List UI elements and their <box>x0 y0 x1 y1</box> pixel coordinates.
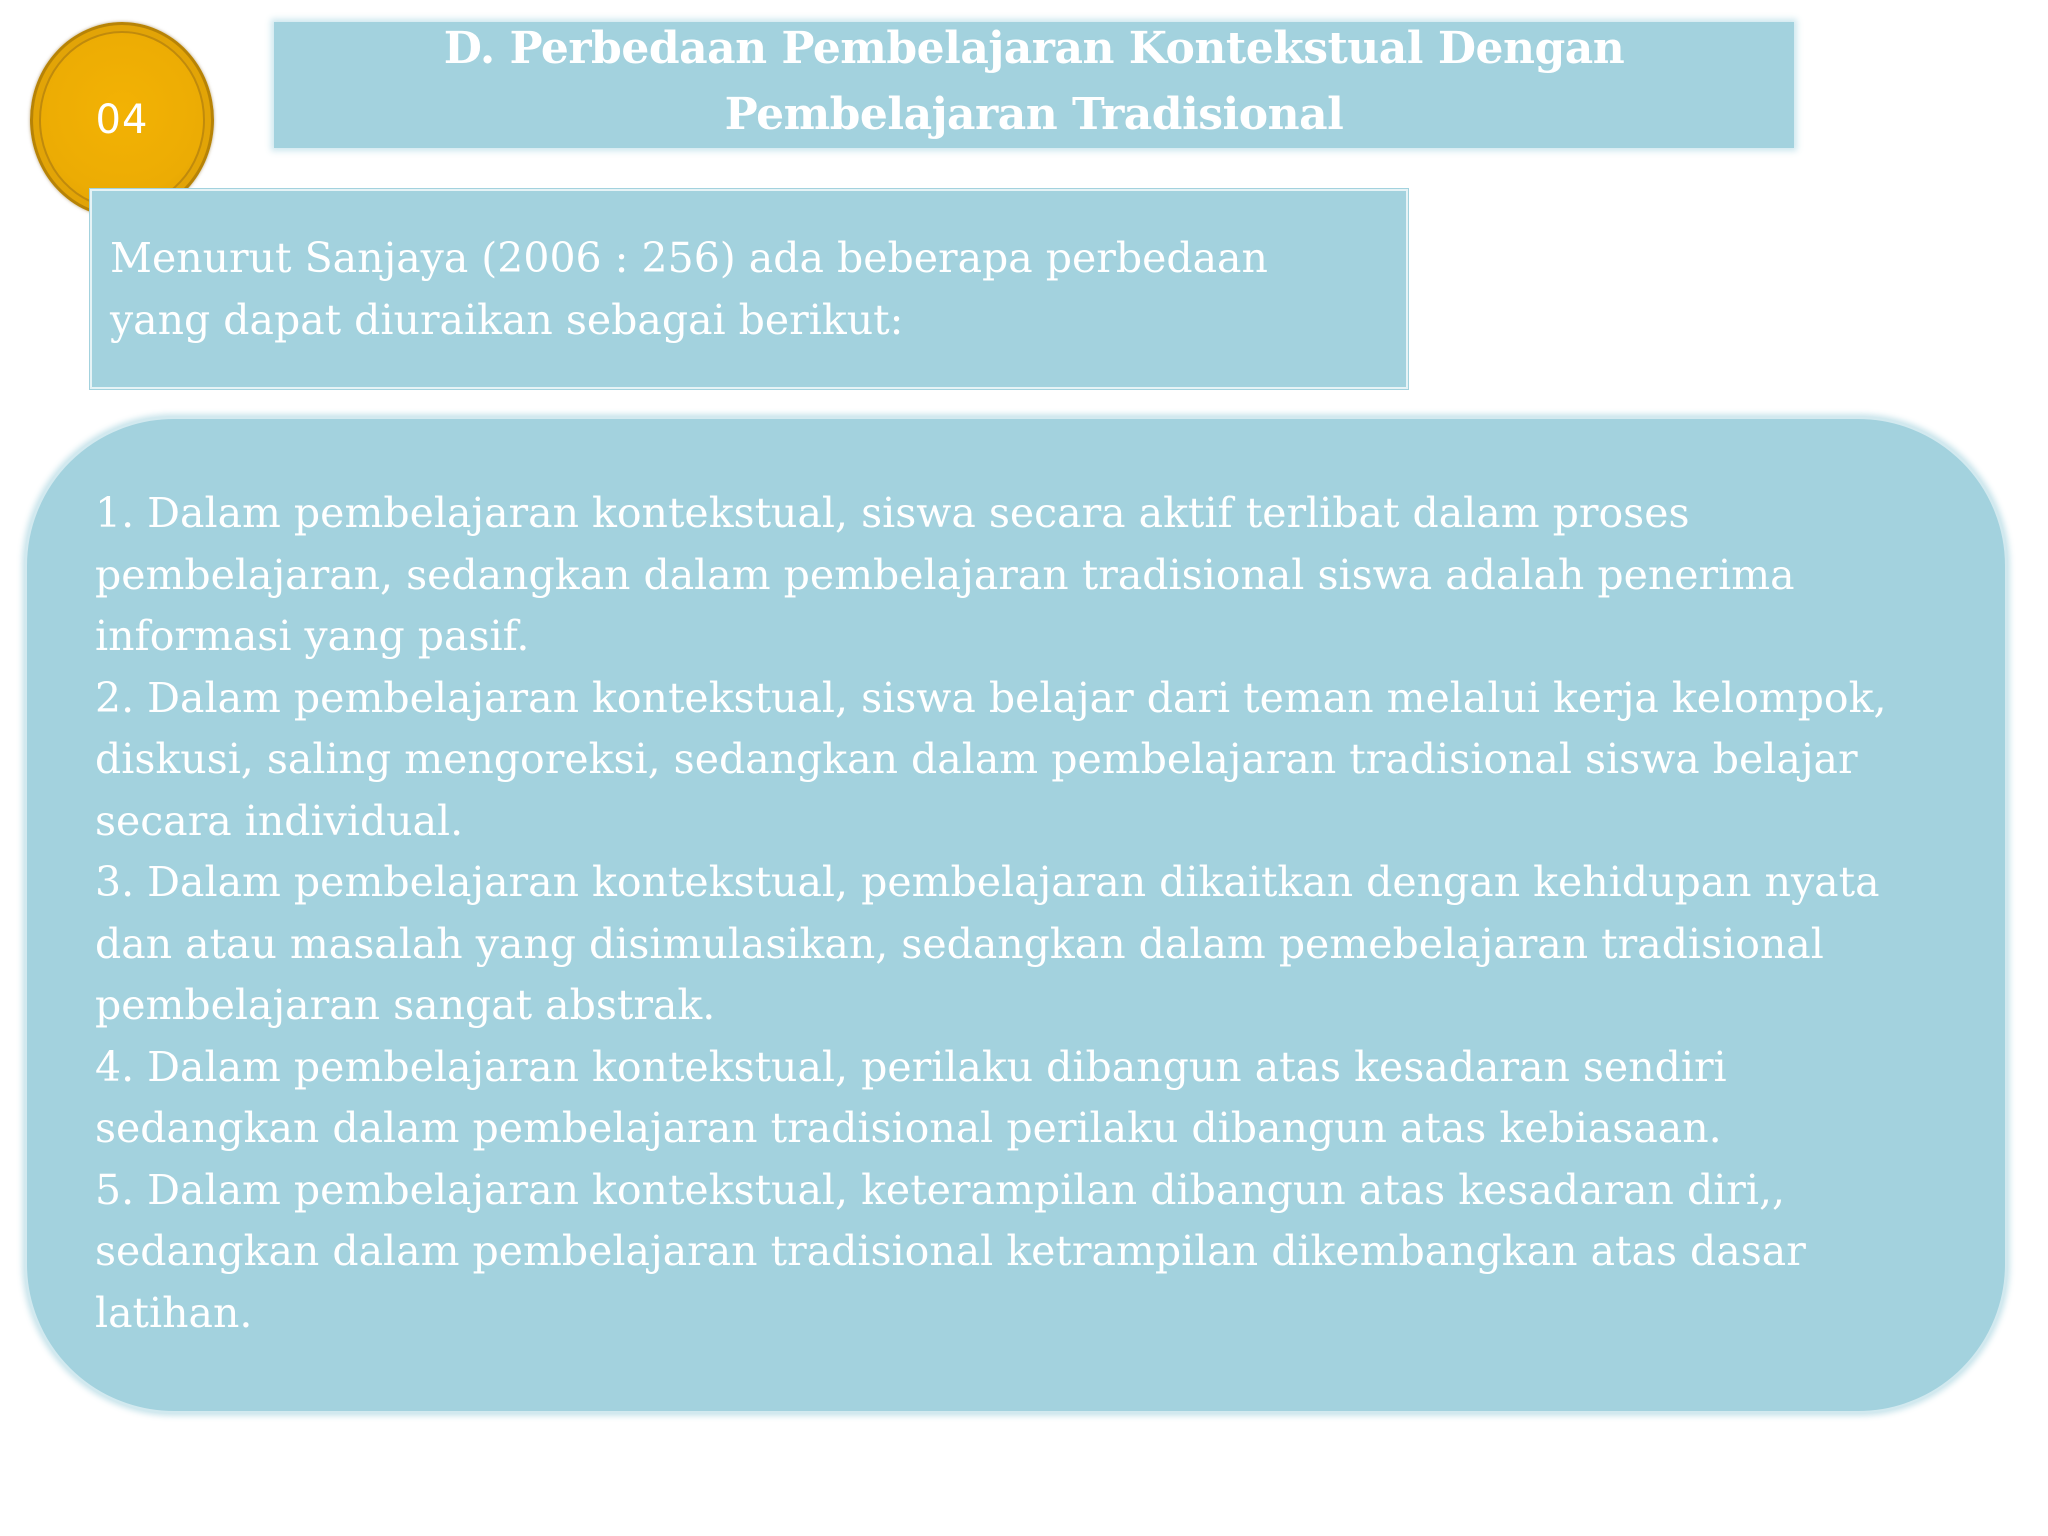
list-item: 1. Dalam pembelajaran kontekstual, siswa secara aktif terlibat dalam proses pembelajaran, sedangkan dalam pembelajaran tradisional siswa adalah penerima informasi yang pasif. <box>95 489 1795 660</box>
list-item: 2. Dalam pembelajaran kontekstual, siswa belajar dari teman melalui kerja kelompok, diskusi, saling mengoreksi, sedangkan dalam pembelajaran tradisional siswa belajar secara individual. <box>95 673 1887 845</box>
badge-number: 04 <box>95 97 149 143</box>
slide-title: D. Perbedaan Pembelajaran Kontekstual Dengan Pembelajaran Tradisional <box>443 23 1625 140</box>
list-item: 3. Dalam pembelajaran kontekstual, pembelajaran dikaitkan dengan kehidupan nyata dan atau masalah yang disimulasikan, sedangkan dalam pemebelajaran tradisional pembelajaran sangat abstrak. <box>95 858 1880 1029</box>
intro-text: Menurut Sanjaya (2006 : 256) ada beberapa perbedaan yang dapat diuraikan sebagai berikut: <box>110 234 1268 344</box>
title-banner <box>274 22 1794 148</box>
list-item: 5. Dalam pembelajaran kontekstual, keterampilan dibangun atas kesadaran diri,, sedangkan dalam pembelajaran tradisional ketrampilan dikembangkan atas dasar latihan. <box>95 1165 1806 1337</box>
intro-box <box>90 189 1408 389</box>
content-panel <box>24 416 2008 1414</box>
list-item: 4. Dalam pembelajaran kontekstual, perilaku dibangun atas kesadaran sendiri sedangkan dalam pembelajaran tradisional perilaku dibangun atas kebiasaan. <box>95 1042 1727 1152</box>
